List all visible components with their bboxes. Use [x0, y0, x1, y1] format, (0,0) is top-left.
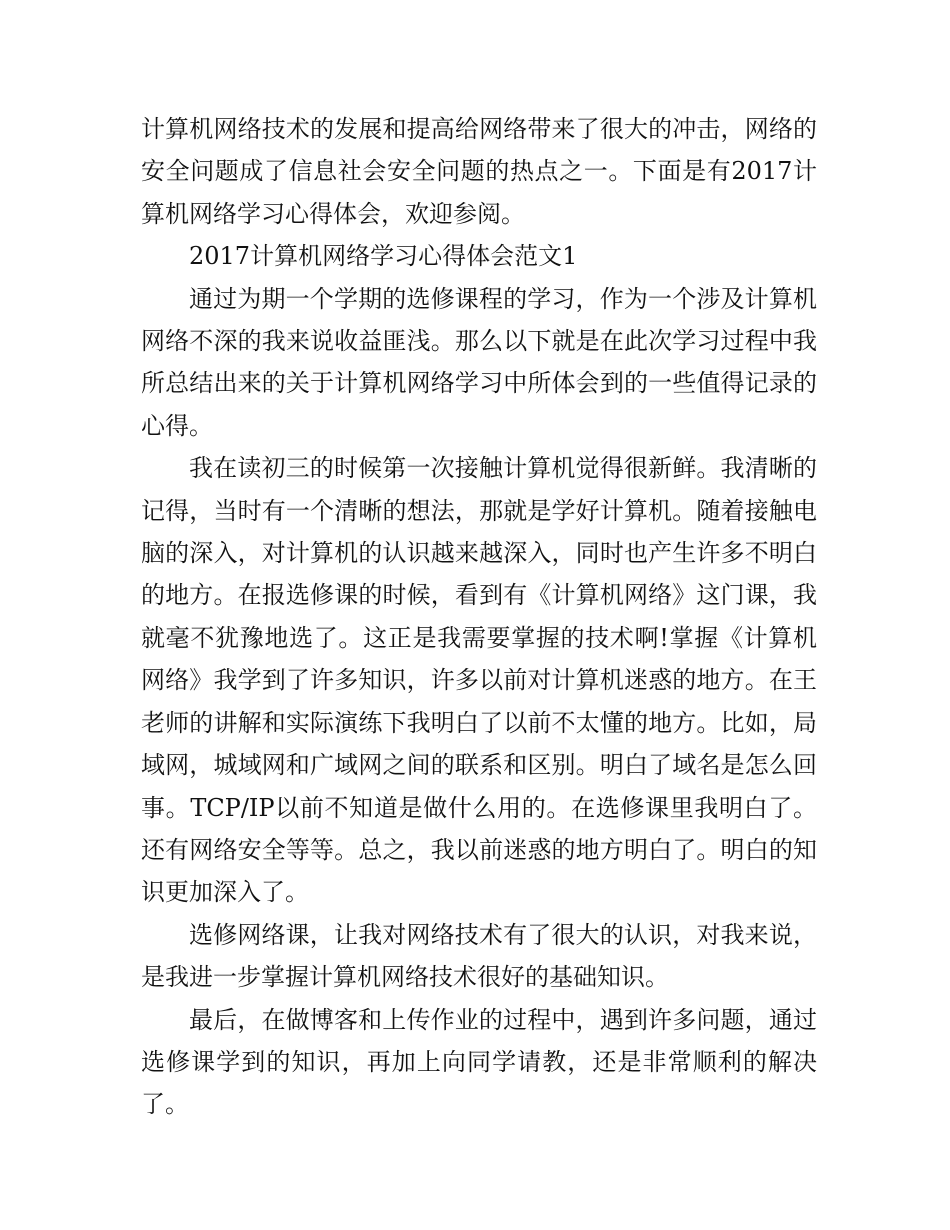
body-paragraph-2: 我在读初三的时候第一次接触计算机觉得很新鲜。我清晰的记得，当时有一个清晰的想法，那就是学好计算机。随着接触电脑的深入，对计算机的认识越来越深入，同时也产生许多不明白的地方。在报选修课的时候，看到有《计算机网络》这门课，我就毫不犹豫地选了。这正是我需要掌握的技术啊!掌握《计算机网络》我学到了许多知识，许多以前对计算机迷惑的地方。在王老师的讲解和实际演练下我明白了以前不太懂的地方。比如，局域网，城域网和广域网之间的联系和区别。明白了域名是怎么回事。TCP/IP以前不知道是做什么用的。在选修课里我明白了。还有网络安全等等。总之，我以前迷惑的地方明白了。明白的知识更加深入了。 — [141, 454, 817, 907]
document-body — [141, 108, 817, 1126]
section-title: 2017计算机网络学习心得体会范文1 — [189, 242, 578, 271]
body-paragraph-4: 最后，在做博客和上传作业的过程中，遇到许多问题，通过选修课学到的知识，再加上向同学请教，还是非常顺利的解决了。 — [141, 1005, 817, 1119]
body-paragraph-3: 选修网络课，让我对网络技术有了很大的认识，对我来说，是我进一步掌握计算机网络技术很好的基础知识。 — [141, 920, 817, 992]
intro-paragraph: 计算机网络技术的发展和提高给网络带来了很大的冲击，网络的安全问题成了信息社会安全问题的热点之一。下面是有2017计算机网络学习心得体会，欢迎参阅。 — [141, 115, 817, 228]
body-paragraph-1: 通过为期一个学期的选修课程的学习，作为一个涉及计算机网络不深的我来说收益匪浅。那么以下就是在此次学习过程中我所总结出来的关于计算机网络学习中所体会到的一些值得记录的心得。 — [141, 284, 817, 440]
